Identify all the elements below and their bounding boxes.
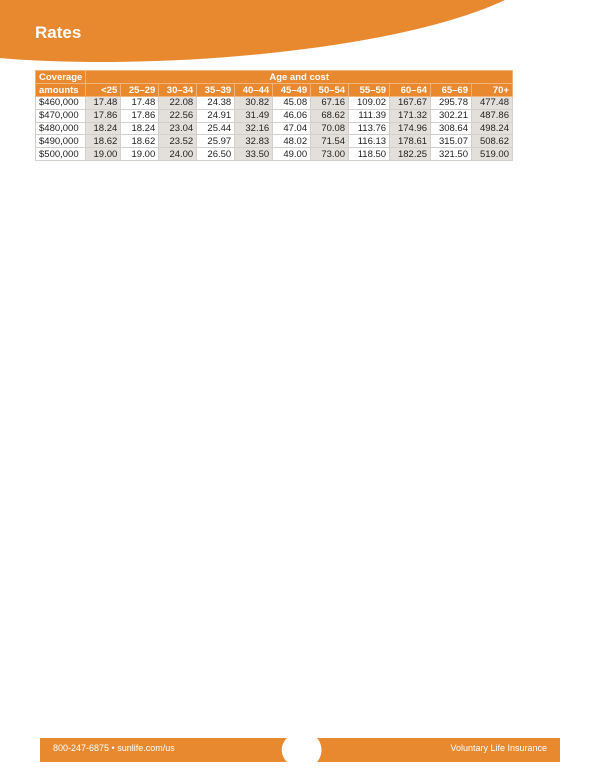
page-title: Rates [35,23,82,42]
header-banner [0,0,600,70]
rate-cell: 302.21 [431,109,472,122]
footer-product: Voluntary Life Insurance [450,743,547,753]
age-band-header: 65–69 [431,84,472,97]
rate-cell: 17.86 [121,109,159,122]
age-band-header: 45–49 [273,84,311,97]
rate-cell: 18.62 [86,135,121,148]
rate-cell: 18.24 [86,122,121,135]
table-row [36,148,513,161]
age-band-header: 30–34 [159,84,197,97]
age-band-header: 25–29 [121,84,159,97]
rate-cell: 19.00 [121,148,159,161]
rate-cell: 25.97 [197,135,235,148]
rate-cell: 109.02 [349,97,390,110]
rate-cell: 17.48 [121,97,159,110]
rate-cell: 47.04 [273,122,311,135]
rate-cell: 116.13 [349,135,390,148]
rate-cell: 23.04 [159,122,197,135]
age-band-header: 50–54 [311,84,349,97]
rates-table [35,70,513,161]
age-band-header: <25 [86,84,121,97]
rate-cell: 174.96 [390,122,431,135]
table-row [36,122,513,135]
rate-cell: 22.08 [159,97,197,110]
age-band-header: 35–39 [197,84,235,97]
rate-cell: 167.67 [390,97,431,110]
rate-cell: 71.54 [311,135,349,148]
age-band-header: 70+ [472,84,513,97]
rate-cell: 24.00 [159,148,197,161]
rate-cell: 508.62 [472,135,513,148]
rate-cell: 30.82 [235,97,273,110]
rate-cell: 498.24 [472,122,513,135]
rate-cell: 31.49 [235,109,273,122]
table-row [36,135,513,148]
rate-cell: 22.56 [159,109,197,122]
rate-cell: 17.86 [86,109,121,122]
table-header-row [36,71,513,84]
rate-cell: 477.48 [472,97,513,110]
rate-cell: 321.50 [431,148,472,161]
rate-cell: 45.08 [273,97,311,110]
rate-cell: 111.39 [349,109,390,122]
rate-cell: 113.76 [349,122,390,135]
rate-cell: 519.00 [472,148,513,161]
rate-cell: 118.50 [349,148,390,161]
rate-cell: 18.62 [121,135,159,148]
rate-cell: 308.64 [431,122,472,135]
coverage-amount: $500,000 [36,148,86,161]
coverage-amount: $470,000 [36,109,86,122]
rate-cell: 17.48 [86,97,121,110]
rate-cell: 46.06 [273,109,311,122]
rate-cell: 68.62 [311,109,349,122]
rate-cell: 171.32 [390,109,431,122]
coverage-amount: $460,000 [36,97,86,110]
rate-cell: 182.25 [390,148,431,161]
age-band-header: 55–59 [349,84,390,97]
rate-cell: 32.83 [235,135,273,148]
age-band-header: 60–64 [390,84,431,97]
rate-cell: 25.44 [197,122,235,135]
age-cost-header: Age and cost [86,71,513,84]
table-header-row [36,84,513,97]
rate-cell: 33.50 [235,148,273,161]
footer-contact: 800-247-6875 • sunlife.com/us [53,743,175,753]
rate-cell: 73.00 [311,148,349,161]
rate-cell: 48.02 [273,135,311,148]
rate-cell: 26.50 [197,148,235,161]
rate-cell: 295.78 [431,97,472,110]
amounts-header: amounts [36,84,86,97]
coverage-header: Coverage [36,71,86,84]
rate-cell: 49.00 [273,148,311,161]
coverage-amount: $490,000 [36,135,86,148]
age-band-header: 40–44 [235,84,273,97]
rate-cell: 23.52 [159,135,197,148]
rate-cell: 19.00 [86,148,121,161]
rate-cell: 32.16 [235,122,273,135]
rate-cell: 315.07 [431,135,472,148]
table-row [36,109,513,122]
rate-cell: 70.08 [311,122,349,135]
rate-cell: 487.86 [472,109,513,122]
rate-cell: 178.61 [390,135,431,148]
rate-cell: 18.24 [121,122,159,135]
rate-cell: 67.16 [311,97,349,110]
coverage-amount: $480,000 [36,122,86,135]
rate-cell: 24.91 [197,109,235,122]
rate-cell: 24.38 [197,97,235,110]
table-row [36,97,513,110]
